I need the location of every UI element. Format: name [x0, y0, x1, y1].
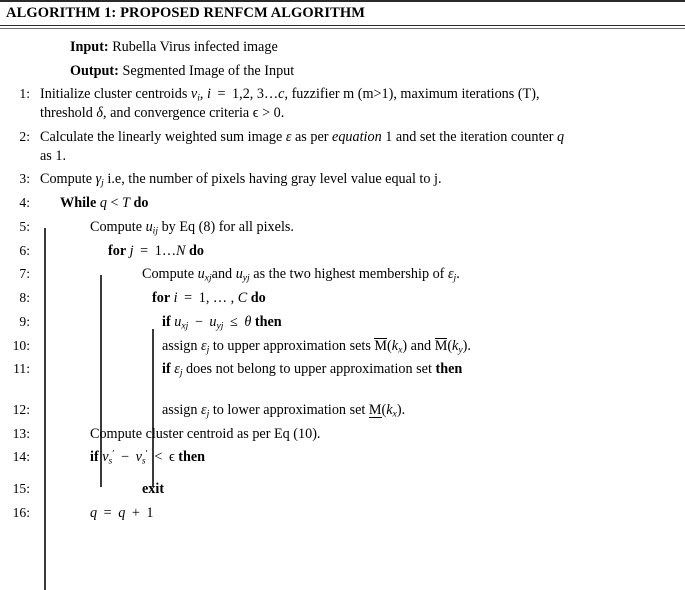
- step10-var-k-y-sub: y: [458, 344, 463, 356]
- step-row-9: [0, 313, 685, 332]
- step1-gt: >: [262, 105, 271, 122]
- step10-text-b: to upper approximation sets: [212, 337, 371, 354]
- step7-var-uxj-sub: xj: [204, 273, 212, 285]
- step-row-15: [0, 480, 685, 499]
- step7-text-a: Compute: [142, 266, 195, 283]
- step9-theta: θ: [244, 313, 252, 330]
- lineno-15: 15:: [12, 481, 30, 497]
- step-content-16: [34, 504, 685, 523]
- step15-keyword-exit: exit: [142, 481, 165, 498]
- step9-keyword-then: then: [254, 313, 282, 330]
- step1-epsilon: ϵ: [252, 105, 259, 122]
- step9-var-uxj-sub: xj: [181, 320, 189, 332]
- step4-var-T: T: [122, 195, 130, 212]
- step9-minus: −: [194, 313, 203, 330]
- lineno-14: 14:: [12, 449, 30, 465]
- step8-keyword-do: do: [250, 290, 266, 307]
- step6-equals: =: [140, 242, 149, 259]
- input-content: [34, 38, 685, 57]
- lineno-6: 6:: [19, 242, 30, 258]
- step10-and: and: [410, 337, 432, 354]
- lineno-12: 12:: [12, 402, 30, 418]
- lineno-13: 13:: [12, 425, 30, 441]
- step-content-10: assign $\varepsilon_j$ to upper approximation sets $M(k_x)$ and $M(k_y)$.: [162, 337, 471, 356]
- output-row: [0, 62, 685, 81]
- input-value: Rubella Virus infected image: [112, 39, 278, 55]
- step2-text-c: and set the iteration counter: [395, 128, 554, 145]
- lineno-4: 4:: [19, 195, 30, 211]
- output-content: [34, 62, 685, 81]
- step3-gamma-sub: j: [101, 178, 104, 190]
- step-content-13: [34, 425, 685, 444]
- step1-var-v-sub: i: [197, 93, 200, 105]
- step1-text-a: Initialize cluster centroids: [40, 86, 188, 103]
- step9-keyword-if: if: [162, 313, 171, 330]
- step12-text-a: assign: [162, 402, 198, 419]
- step-content-14: [34, 448, 685, 467]
- step10-epsilon: ε: [201, 337, 207, 354]
- input-row: [0, 38, 685, 57]
- step7-epsilon-sub: j: [453, 273, 457, 285]
- step11-epsilon: ε: [174, 361, 180, 378]
- step6-keyword-do: do: [189, 242, 205, 259]
- step16-var-q1: q: [90, 504, 98, 521]
- step16-one: 1: [146, 504, 154, 521]
- step1-text-c2a: threshold: [40, 105, 93, 122]
- step1-var-v: v: [190, 86, 198, 103]
- step14-var-v1-sub: s: [108, 456, 113, 468]
- step12-epsilon: ε: [201, 402, 207, 419]
- step14-var-v2: v: [135, 449, 142, 466]
- step9-var-uyj-sub: yj: [216, 320, 224, 332]
- step-row-1: [0, 85, 685, 122]
- step14-epsilon: ϵ: [168, 449, 175, 466]
- step-row-14: [0, 448, 685, 467]
- step3-text-a: Compute: [40, 171, 93, 188]
- step12-var-k: k: [386, 402, 393, 419]
- step4-keyword-do: do: [133, 195, 149, 212]
- step3-gamma: γ: [95, 171, 102, 188]
- step14-var-v2-sub: s: [141, 456, 146, 468]
- step10-var-k-x-sub: x: [398, 344, 403, 356]
- lineno-5: 5:: [19, 218, 30, 234]
- step12-var-k-sub: x: [392, 408, 397, 420]
- step1-text-b: , fuzzifier m (m>1), maximum iterations (T),: [284, 86, 540, 103]
- step16-equals: =: [103, 504, 112, 521]
- step6-var-N: N: [176, 242, 186, 259]
- step-content-11: [34, 360, 685, 379]
- step-row-8: [0, 289, 685, 308]
- step1-equals: =: [217, 86, 226, 103]
- step7-text-b: as the two highest membership of: [253, 266, 445, 283]
- step12-text-b: to lower approximation set: [212, 402, 366, 419]
- input-label: Input:: [70, 39, 109, 55]
- step-content-2: [34, 128, 685, 165]
- algorithm-body: [0, 29, 685, 523]
- step8-var-C: C: [237, 290, 248, 307]
- step7-epsilon: ε: [447, 266, 454, 283]
- step-row-11: [0, 360, 685, 379]
- step-content-6: [34, 242, 685, 261]
- step-content-4: [34, 194, 685, 213]
- step14-var-v1: v: [102, 449, 109, 466]
- step8-range: 1, … ,: [198, 290, 235, 307]
- output-label: Output:: [70, 62, 119, 79]
- step-row-16: [0, 504, 685, 523]
- step2-equation-number: 1: [385, 128, 393, 145]
- step12-epsilon-sub: j: [206, 408, 210, 420]
- step-row-10: [0, 337, 685, 356]
- step7-var-uyj: u: [235, 266, 243, 283]
- step8-var-i: i: [173, 290, 178, 307]
- step2-text-d: as 1.: [40, 147, 67, 164]
- step-content-7: [34, 265, 685, 284]
- step11-epsilon-sub: j: [179, 367, 183, 379]
- step-content-1: [34, 85, 685, 122]
- step5-var-u: u: [145, 218, 153, 235]
- step8-equals: =: [184, 290, 193, 307]
- step-row-4: [0, 194, 685, 213]
- step-row-5: [0, 218, 685, 237]
- step11-keyword-if: if: [162, 361, 171, 378]
- step4-lt: <: [110, 195, 119, 212]
- step3-text-b: i.e, the number of pixels having gray level value equal to j.: [107, 171, 442, 188]
- step11-text-a: does not belong to upper approximation set: [186, 361, 432, 378]
- step2-equation-word: equation: [332, 128, 382, 145]
- step11-keyword-then: then: [435, 361, 463, 378]
- step14-keyword-if: if: [90, 449, 99, 466]
- step12-lower-M: M: [368, 402, 382, 419]
- step14-minus: −: [121, 449, 130, 466]
- step1-comma: ,: [199, 86, 204, 103]
- lineno-8: 8:: [19, 290, 30, 306]
- step8-keyword-for: for: [152, 290, 171, 307]
- step5-text-b: by Eq (8) for all pixels.: [161, 218, 294, 235]
- step14-var-v1-prime: ′: [112, 449, 115, 461]
- lineno-9: 9:: [19, 313, 30, 329]
- step-content-8: [34, 289, 685, 308]
- step9-var-uxj: u: [174, 313, 182, 330]
- step-content-9: [34, 313, 685, 332]
- lineno-2: 2:: [19, 128, 30, 144]
- algorithm-title: ALGORITHM 1: PROPOSED RENFCM ALGORITHM: [6, 5, 366, 21]
- step4-var-q: q: [99, 195, 107, 212]
- step-content-3: [34, 170, 685, 189]
- step7-dot: .: [456, 266, 460, 283]
- lineno-7: 7:: [19, 266, 30, 282]
- step2-text-a: Calculate the linearly weighted sum image: [40, 128, 283, 145]
- step10-epsilon-sub: j: [206, 344, 210, 356]
- step6-var-j: j: [129, 242, 134, 259]
- step10-upper-M-x: M: [374, 337, 388, 354]
- step-row-3: [0, 170, 685, 189]
- step10-var-k-y: k: [452, 337, 459, 354]
- lineno-1: 1:: [19, 86, 30, 102]
- step1-var-i: i: [206, 86, 211, 103]
- step6-keyword-for: for: [108, 242, 127, 259]
- lineno-16: 16:: [12, 504, 30, 520]
- lineno-10: 10:: [12, 337, 30, 353]
- step-row-2: [0, 128, 685, 165]
- output-value: Segmented Image of the Input: [122, 62, 295, 79]
- step10-var-k-x: k: [391, 337, 399, 354]
- lineno-3: 3:: [19, 171, 30, 187]
- step5-var-u-sub: ij: [152, 225, 159, 237]
- step14-var-v2-prime: ′: [145, 449, 148, 461]
- step7-and: and: [211, 266, 233, 283]
- step2-epsilon: ε: [285, 128, 292, 145]
- step7-var-uxj: u: [197, 266, 205, 283]
- step1-var-c: c: [278, 86, 285, 103]
- step16-plus: +: [131, 504, 140, 521]
- step-row-6: [0, 242, 685, 261]
- step-row-13: [0, 425, 685, 444]
- step4-keyword-while: While: [60, 195, 97, 212]
- step2-text-b: as per: [294, 128, 329, 145]
- step-row-7: [0, 265, 685, 284]
- step1-text-c2b: , and convergence criteria: [102, 105, 250, 122]
- step12-dot: .: [401, 402, 406, 419]
- step7-var-uyj-sub: yj: [242, 273, 250, 285]
- step1-zero: 0.: [273, 105, 285, 122]
- step13-text-a: Compute cluster centroid as per Eq (10).: [90, 425, 321, 442]
- step-content-15: [34, 480, 685, 499]
- step-content-12: assign $\varepsilon_j$ to lower approximation set $M(k_x)$.: [162, 402, 406, 420]
- step9-var-uyj: u: [209, 313, 217, 330]
- step10-text-a: assign: [162, 337, 198, 354]
- step9-le: ≤: [230, 313, 238, 330]
- step-content-5: [34, 218, 685, 237]
- step14-keyword-then: then: [178, 449, 206, 466]
- step1-range: 1,2, 3…: [232, 86, 279, 103]
- step14-lt: <: [154, 449, 163, 466]
- lineno-11: 11:: [13, 361, 30, 377]
- step-row-12: [0, 401, 685, 420]
- step6-range: 1…: [154, 242, 177, 259]
- step10-upper-M-y: M: [434, 337, 448, 354]
- step10-dot: .: [467, 337, 471, 354]
- step2-var-q: q: [557, 128, 565, 145]
- step5-text-a: Compute: [90, 218, 143, 235]
- step1-delta: δ: [96, 105, 103, 122]
- step16-var-q2: q: [118, 504, 126, 521]
